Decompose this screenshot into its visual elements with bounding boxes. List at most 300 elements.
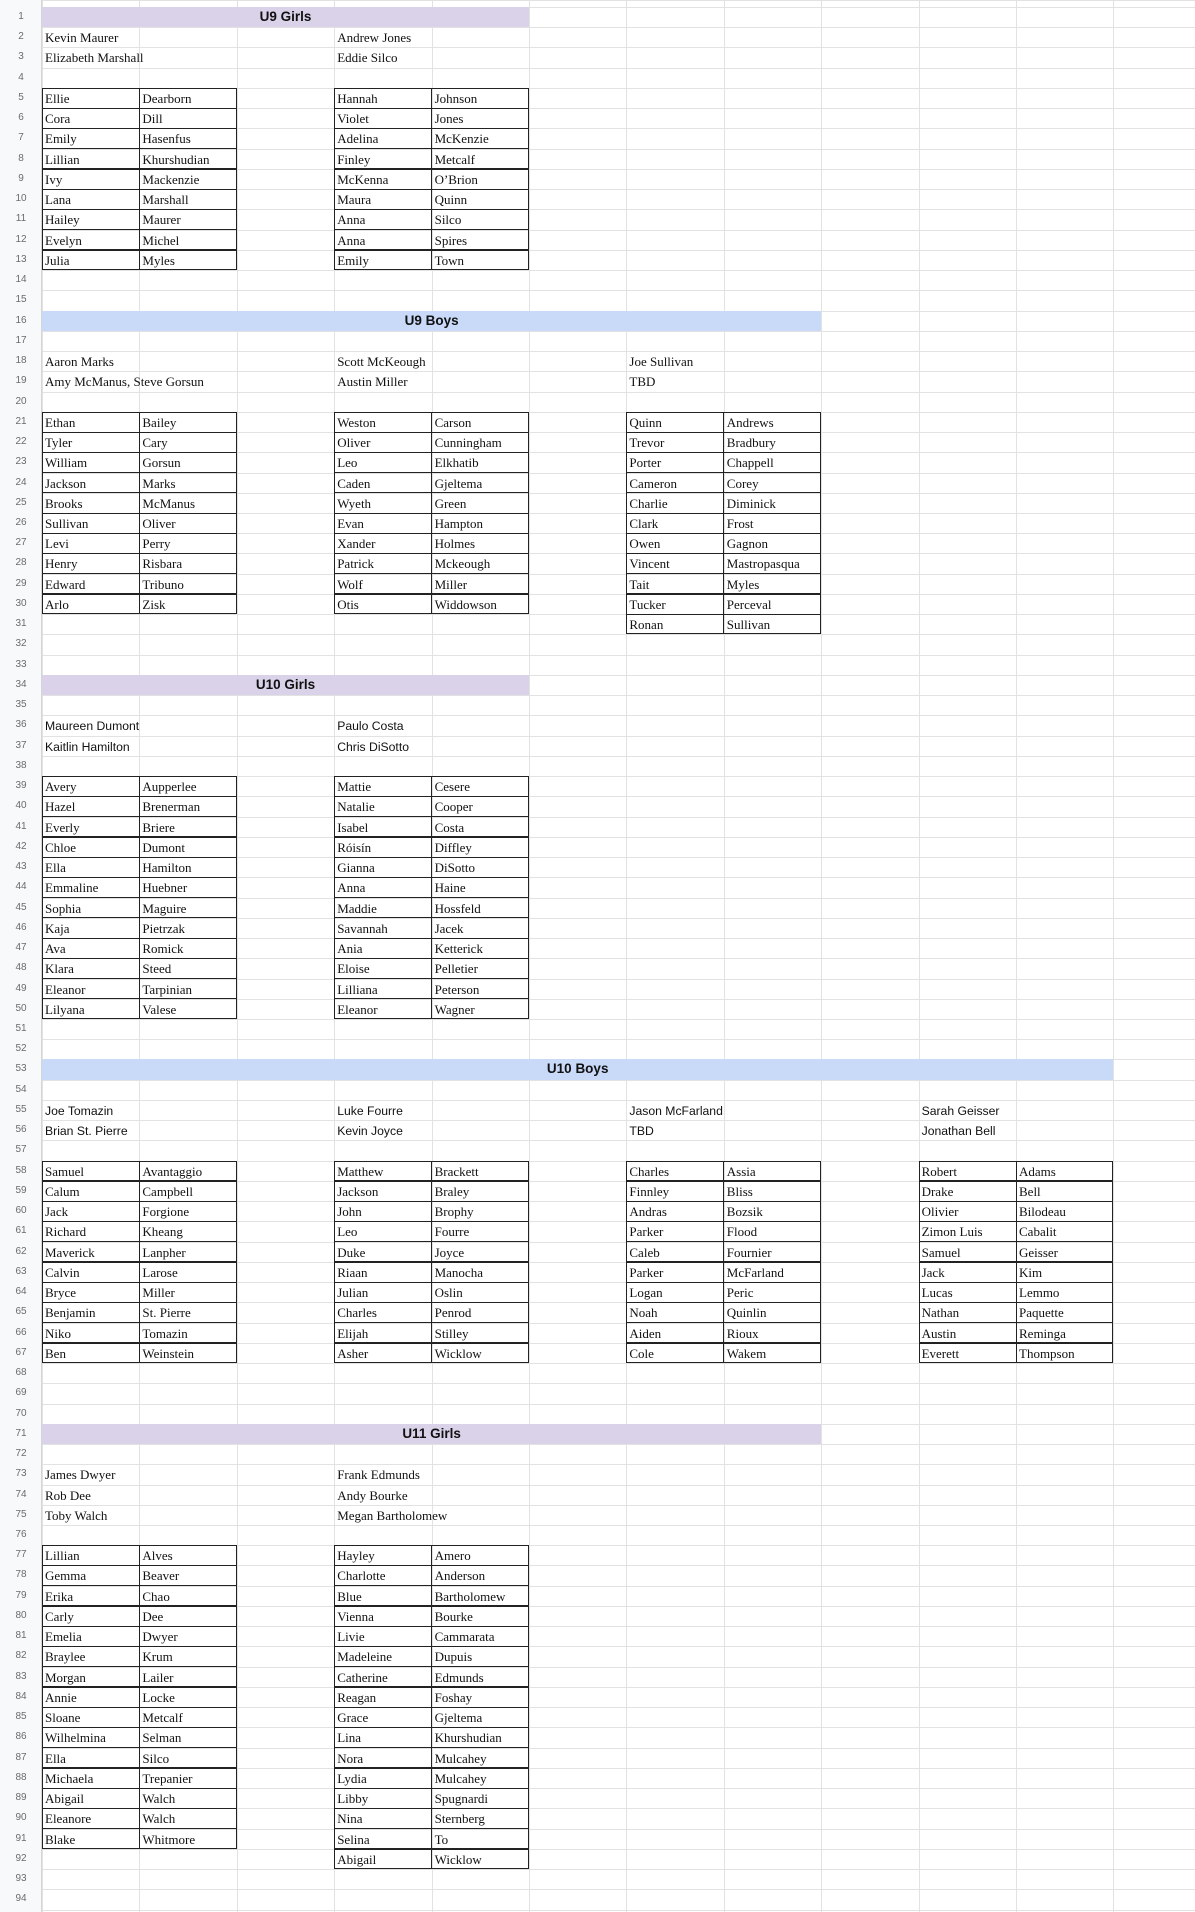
player-first-name[interactable]: Leo [337,1224,358,1240]
row-number[interactable]: 50 [15,1002,27,1014]
player-last-name[interactable]: Briere [142,819,175,835]
player-last-name[interactable]: Manocha [434,1264,483,1280]
player-last-name[interactable]: Mastropasqua [726,556,800,572]
row-number[interactable]: 36 [15,719,27,731]
row-number[interactable]: 82 [15,1650,27,1662]
player-last-name[interactable]: Tomazin [142,1325,188,1341]
player-first-name[interactable]: Parker [629,1264,664,1280]
row-number[interactable]: 29 [15,577,27,589]
player-last-name[interactable]: Anderson [434,1568,486,1584]
row-number[interactable]: 35 [15,699,27,711]
row-number[interactable]: 59 [15,1184,27,1196]
coach-name[interactable]: Paulo Costa [337,719,404,734]
player-first-name[interactable]: Chloe [45,839,77,855]
row-number[interactable]: 15 [15,294,27,306]
player-last-name[interactable]: Sullivan [726,617,771,633]
player-last-name[interactable]: Peric [726,1285,754,1301]
player-last-name[interactable]: Walch [142,1811,176,1827]
player-last-name[interactable]: Michel [142,232,180,248]
player-first-name[interactable]: Niko [45,1325,71,1341]
row-number[interactable]: 63 [15,1265,27,1277]
player-last-name[interactable]: Myles [726,576,760,592]
player-last-name[interactable]: Dupuis [434,1649,473,1665]
player-last-name[interactable]: Spugnardi [434,1791,489,1807]
row-number[interactable]: 91 [15,1832,27,1844]
player-last-name[interactable]: Silco [434,212,462,228]
player-last-name[interactable]: Rioux [726,1325,759,1341]
player-first-name[interactable]: Weston [337,414,376,430]
coach-name[interactable]: Chris DiSotto [337,739,409,754]
player-first-name[interactable]: Ethan [45,414,76,430]
player-last-name[interactable]: Pietrzak [142,920,185,936]
row-number[interactable]: 7 [18,132,24,144]
player-last-name[interactable]: Mulcahey [434,1770,487,1786]
player-first-name[interactable]: Carly [45,1608,74,1624]
player-first-name[interactable]: Wilhelmina [45,1730,106,1746]
player-first-name[interactable]: Hailey [45,212,80,228]
player-first-name[interactable]: Emily [337,252,369,268]
row-number[interactable]: 77 [15,1549,27,1561]
player-first-name[interactable]: Erika [45,1588,74,1604]
player-last-name[interactable]: Marks [142,475,176,491]
player-last-name[interactable]: Haine [434,880,466,896]
player-last-name[interactable]: Dwyer [142,1629,178,1645]
player-first-name[interactable]: Nina [337,1811,363,1827]
player-first-name[interactable]: Calum [45,1183,80,1199]
player-first-name[interactable]: Morgan [45,1669,86,1685]
player-last-name[interactable]: Bradbury [726,435,776,451]
coach-name[interactable]: Eddie Silco [337,50,398,66]
player-last-name[interactable]: Romick [142,941,184,957]
player-last-name[interactable]: Chappell [726,455,774,471]
player-first-name[interactable]: Anna [337,880,366,896]
player-first-name[interactable]: Duke [337,1244,366,1260]
player-last-name[interactable]: Miller [142,1285,175,1301]
row-number[interactable]: 45 [15,901,27,913]
player-last-name[interactable]: Oliver [142,516,176,531]
player-last-name[interactable]: Gjeltema [434,1710,483,1726]
player-last-name[interactable]: O’Brion [434,171,478,187]
coach-name[interactable]: Kevin Maurer [45,30,119,46]
row-number[interactable]: 93 [15,1873,27,1885]
player-first-name[interactable]: Ellie [45,90,70,106]
player-last-name[interactable]: Wicklow [434,1345,482,1361]
player-first-name[interactable]: Abigail [45,1791,84,1807]
player-first-name[interactable]: Lucas [921,1285,953,1301]
player-last-name[interactable]: Fourre [434,1224,470,1240]
player-last-name[interactable]: Reminga [1019,1325,1066,1341]
player-last-name[interactable]: Valese [142,1001,177,1017]
player-first-name[interactable]: Hazel [45,799,76,815]
player-last-name[interactable]: Myles [142,252,175,268]
player-first-name[interactable]: Maverick [45,1244,95,1260]
row-number[interactable]: 28 [15,557,27,569]
player-last-name[interactable]: Krum [142,1649,173,1665]
row-number[interactable]: 42 [15,840,27,852]
row-number[interactable]: 85 [15,1711,27,1723]
coach-name[interactable]: Toby Walch [45,1507,108,1523]
player-last-name[interactable]: Penrod [434,1305,472,1321]
player-last-name[interactable]: Tarpinian [142,981,193,997]
row-number[interactable]: 68 [15,1367,27,1379]
row-number[interactable]: 17 [15,334,27,346]
player-first-name[interactable]: Caleb [629,1244,660,1260]
player-last-name[interactable]: Bourke [434,1608,473,1624]
player-first-name[interactable]: Violet [337,111,369,127]
row-number[interactable]: 76 [15,1529,27,1540]
player-first-name[interactable]: Hannah [337,90,378,106]
player-last-name[interactable]: Dee [142,1608,164,1624]
coach-name[interactable]: Kevin Joyce [337,1124,403,1139]
coach-name[interactable]: Scott McKeough [337,354,426,370]
row-number[interactable]: 12 [15,233,27,245]
row-number[interactable]: 65 [15,1306,27,1318]
player-first-name[interactable]: Mattie [337,779,372,795]
coach-name[interactable]: Kaitlin Hamilton [45,739,130,754]
row-number[interactable]: 6 [18,112,24,124]
player-last-name[interactable]: DiSotto [434,860,476,876]
player-first-name[interactable]: Hayley [337,1548,375,1564]
player-first-name[interactable]: Trevor [629,435,665,451]
player-last-name[interactable]: Geisser [1019,1244,1058,1260]
player-first-name[interactable]: Aiden [629,1325,662,1341]
player-first-name[interactable]: Austin [921,1325,957,1341]
player-first-name[interactable]: Grace [337,1710,369,1726]
player-first-name[interactable]: Xander [337,536,376,552]
player-last-name[interactable]: Widdowson [434,596,497,612]
player-first-name[interactable]: Avery [45,779,77,795]
player-first-name[interactable]: Annie [45,1689,77,1705]
player-first-name[interactable]: Lina [337,1730,362,1746]
player-first-name[interactable]: Klara [45,961,74,977]
row-number[interactable]: 3 [18,51,24,63]
player-last-name[interactable]: Wagner [434,1001,475,1017]
row-number[interactable]: 66 [15,1326,27,1338]
player-first-name[interactable]: Anna [337,232,366,248]
player-last-name[interactable]: Assia [726,1163,756,1179]
player-first-name[interactable]: Ella [45,1750,66,1766]
player-first-name[interactable]: Natalie [337,799,375,815]
player-first-name[interactable]: Brooks [45,495,83,511]
player-last-name[interactable]: Hamilton [142,860,192,876]
row-number[interactable]: 88 [15,1771,27,1783]
player-last-name[interactable]: Mulcahey [434,1750,487,1766]
player-first-name[interactable]: Olivier [921,1204,959,1220]
row-number[interactable]: 33 [15,658,27,670]
player-last-name[interactable]: Wicklow [434,1851,482,1867]
player-last-name[interactable]: Carson [434,414,472,430]
player-first-name[interactable]: Cameron [629,475,678,491]
row-number[interactable]: 70 [15,1407,27,1419]
player-last-name[interactable]: Gjeltema [434,475,483,491]
player-first-name[interactable]: Caden [337,475,371,491]
player-first-name[interactable]: Emily [45,131,77,147]
row-number[interactable]: 47 [15,942,27,954]
coach-name[interactable]: Maureen Dumont [45,719,140,734]
player-last-name[interactable]: Hasenfus [142,131,191,147]
player-last-name[interactable]: Holmes [434,536,476,552]
player-first-name[interactable]: Calvin [45,1264,80,1280]
player-last-name[interactable]: Ketterick [434,941,483,957]
player-last-name[interactable]: McManus [142,495,196,511]
player-first-name[interactable]: Jack [921,1264,945,1280]
player-last-name[interactable]: Lanpher [142,1244,186,1260]
player-last-name[interactable]: To [434,1831,449,1847]
row-number[interactable]: 74 [15,1488,27,1500]
player-last-name[interactable]: Selman [142,1730,182,1746]
player-last-name[interactable]: Quinlin [726,1305,767,1321]
player-first-name[interactable]: Ella [45,860,66,876]
player-first-name[interactable]: Charlie [629,495,668,511]
player-last-name[interactable]: Oslin [434,1285,463,1301]
player-first-name[interactable]: Ania [337,941,363,957]
row-number[interactable]: 92 [15,1852,27,1864]
player-last-name[interactable]: Wakem [726,1345,767,1361]
player-first-name[interactable]: Charles [337,1305,377,1321]
row-number[interactable]: 71 [15,1427,27,1439]
player-last-name[interactable]: Diffley [434,839,472,855]
player-first-name[interactable]: Cora [45,111,71,127]
player-first-name[interactable]: Róisín [337,839,372,855]
row-number[interactable]: 80 [15,1609,27,1621]
player-last-name[interactable]: Brophy [434,1204,474,1220]
coach-name[interactable]: TBD [629,374,656,390]
coach-name[interactable]: Brian St. Pierre [45,1124,128,1139]
player-first-name[interactable]: Abigail [337,1851,377,1867]
row-number[interactable]: 37 [15,739,27,751]
player-last-name[interactable]: Johnson [434,90,478,106]
row-number[interactable]: 72 [15,1448,27,1460]
player-last-name[interactable]: Trepanier [142,1770,193,1786]
row-number[interactable]: 34 [15,678,27,690]
row-number[interactable]: 48 [15,962,27,974]
player-last-name[interactable]: Stilley [434,1325,469,1341]
player-last-name[interactable]: Diminick [726,495,776,511]
row-number[interactable]: 75 [15,1508,27,1520]
player-last-name[interactable]: McFarland [726,1264,784,1280]
player-first-name[interactable]: Bryce [45,1285,77,1301]
coach-name[interactable]: Elizabeth Marshall [45,50,144,66]
player-last-name[interactable]: Weinstein [142,1345,195,1361]
coach-name[interactable]: Frank Edmunds [337,1467,420,1483]
player-first-name[interactable]: Drake [921,1183,954,1199]
player-last-name[interactable]: Perceval [726,596,772,612]
player-last-name[interactable]: Locke [142,1689,175,1705]
player-last-name[interactable]: Larose [142,1264,178,1280]
player-last-name[interactable]: Tribuno [142,576,184,592]
row-number[interactable]: 56 [15,1124,27,1136]
row-number[interactable]: 27 [15,537,27,549]
player-first-name[interactable]: Otis [337,596,359,612]
row-number[interactable]: 32 [15,638,27,650]
player-first-name[interactable]: Wolf [337,576,363,592]
player-last-name[interactable]: Peterson [434,981,480,997]
player-first-name[interactable]: Maura [337,192,372,208]
coach-name[interactable]: Jonathan Bell [921,1124,996,1139]
player-last-name[interactable]: Cabalit [1019,1224,1057,1240]
player-last-name[interactable]: Miller [434,576,468,592]
row-number[interactable]: 43 [15,861,27,873]
player-first-name[interactable]: Finnley [629,1183,670,1199]
player-first-name[interactable]: Blake [45,1831,76,1847]
player-first-name[interactable]: Robert [921,1163,957,1179]
row-number[interactable]: 4 [18,71,24,83]
row-number[interactable]: 60 [15,1205,27,1217]
player-last-name[interactable]: Lailer [142,1669,174,1685]
player-last-name[interactable]: Hampton [434,516,483,531]
player-first-name[interactable]: Levi [45,536,69,552]
player-first-name[interactable]: Vincent [629,556,670,572]
player-first-name[interactable]: Selina [337,1831,370,1847]
row-number[interactable]: 55 [15,1103,27,1115]
player-last-name[interactable]: Kheang [142,1224,183,1240]
coach-name[interactable]: Austin Miller [337,374,408,390]
row-number[interactable]: 9 [18,172,24,184]
player-last-name[interactable]: Gorsun [142,455,181,471]
player-first-name[interactable]: Eloise [337,961,370,977]
player-first-name[interactable]: Samuel [45,1163,84,1179]
player-last-name[interactable]: Sternberg [434,1811,485,1827]
player-last-name[interactable]: Bilodeau [1019,1204,1066,1220]
player-first-name[interactable]: Clark [629,516,659,531]
row-number[interactable]: 94 [15,1893,27,1905]
player-last-name[interactable]: Fournier [726,1244,772,1260]
row-number[interactable]: 84 [15,1690,27,1702]
row-number[interactable]: 46 [15,921,27,933]
row-number[interactable]: 83 [15,1670,27,1682]
player-first-name[interactable]: Nora [337,1750,364,1766]
player-last-name[interactable]: Costa [434,819,465,835]
row-number[interactable]: 10 [15,193,27,205]
coach-name[interactable]: Jason McFarland [629,1103,723,1118]
player-first-name[interactable]: Parker [629,1224,664,1240]
player-last-name[interactable]: Whitmore [142,1831,196,1847]
coach-name[interactable]: Megan Bartholomew [337,1507,448,1523]
player-first-name[interactable]: Lillian [45,1548,80,1564]
coach-name[interactable]: Andrew Jones [337,30,412,46]
player-first-name[interactable]: Gemma [45,1568,87,1584]
coach-name[interactable]: Joe Tomazin [45,1103,114,1118]
player-first-name[interactable]: Tucker [629,596,666,612]
player-first-name[interactable]: Braylee [45,1649,86,1665]
player-first-name[interactable]: Eleanor [337,1001,378,1017]
player-last-name[interactable]: Metcalf [434,151,476,167]
player-last-name[interactable]: Cary [142,435,168,451]
row-number[interactable]: 13 [15,253,27,265]
player-first-name[interactable]: Jackson [45,475,87,491]
player-last-name[interactable]: Cesere [434,779,470,795]
row-number[interactable]: 19 [15,375,27,387]
player-last-name[interactable]: Hossfeld [434,900,481,916]
row-number[interactable]: 86 [15,1731,27,1743]
row-number[interactable]: 58 [15,1164,27,1176]
player-first-name[interactable]: Gianna [337,860,375,876]
player-last-name[interactable]: Dumont [142,839,186,855]
player-last-name[interactable]: Paquette [1019,1305,1064,1321]
coach-name[interactable]: Andy Bourke [337,1487,408,1503]
player-first-name[interactable]: Nathan [921,1305,960,1321]
player-first-name[interactable]: Elijah [337,1325,369,1341]
player-last-name[interactable]: Risbara [142,556,183,572]
player-last-name[interactable]: Maurer [142,212,181,228]
player-last-name[interactable]: Joyce [434,1244,465,1260]
row-number[interactable]: 51 [15,1023,27,1034]
player-first-name[interactable]: Catherine [337,1669,388,1685]
player-first-name[interactable]: Lillian [45,151,80,167]
row-number[interactable]: 18 [15,355,27,367]
row-number[interactable]: 2 [18,31,24,43]
player-last-name[interactable]: Jones [434,111,464,127]
player-first-name[interactable]: Eleanor [45,981,86,997]
player-first-name[interactable]: Benjamin [45,1305,96,1321]
row-number[interactable]: 81 [15,1630,27,1642]
player-first-name[interactable]: Finley [337,151,371,167]
row-number[interactable]: 78 [15,1569,27,1581]
player-first-name[interactable]: Everett [921,1345,960,1361]
player-last-name[interactable]: Brackett [434,1163,479,1179]
coach-name[interactable]: Sarah Geisser [921,1103,1000,1118]
player-first-name[interactable]: John [337,1204,362,1220]
player-last-name[interactable]: Quinn [434,192,468,208]
player-last-name[interactable]: Mackenzie [142,171,200,187]
player-last-name[interactable]: Aupperlee [142,779,197,795]
player-first-name[interactable]: Asher [337,1345,369,1361]
player-last-name[interactable]: Amero [434,1548,471,1564]
player-last-name[interactable]: Metcalf [142,1710,183,1726]
row-number[interactable]: 64 [15,1286,27,1298]
player-last-name[interactable]: McKenzie [434,131,489,147]
row-number[interactable]: 73 [15,1468,27,1480]
player-first-name[interactable]: Matthew [337,1163,384,1179]
player-first-name[interactable]: Logan [629,1285,663,1301]
player-first-name[interactable]: Oliver [337,435,371,451]
player-last-name[interactable]: Brenerman [142,799,201,815]
row-number[interactable]: 30 [15,597,27,609]
row-number[interactable]: 22 [15,436,27,448]
row-number[interactable]: 23 [15,456,27,468]
player-last-name[interactable]: Kim [1019,1264,1043,1280]
player-first-name[interactable]: Julia [45,252,70,268]
player-last-name[interactable]: Frost [726,516,754,531]
player-last-name[interactable]: Corey [726,475,759,491]
player-last-name[interactable]: Adams [1019,1163,1056,1179]
player-last-name[interactable]: Forgione [142,1204,190,1220]
player-first-name[interactable]: Henry [45,556,78,572]
row-number[interactable]: 53 [15,1063,27,1075]
row-number[interactable]: 52 [15,1043,27,1055]
coach-name[interactable]: Aaron Marks [45,354,114,370]
player-last-name[interactable]: Maguire [142,900,187,916]
row-number[interactable]: 16 [15,314,27,326]
player-last-name[interactable]: Cammarata [434,1629,495,1645]
player-first-name[interactable]: Riaan [337,1264,368,1280]
player-first-name[interactable]: Emmaline [45,880,99,896]
player-last-name[interactable]: Bliss [726,1183,753,1199]
player-first-name[interactable]: Vienna [337,1608,374,1624]
row-number[interactable]: 40 [15,800,27,812]
row-number[interactable]: 26 [15,517,27,528]
coach-name[interactable]: TBD [629,1124,654,1139]
player-last-name[interactable]: Khurshudian [142,151,210,167]
player-last-name[interactable]: Foshay [434,1689,473,1705]
player-first-name[interactable]: Savannah [337,920,388,936]
row-number[interactable]: 49 [15,982,27,994]
player-first-name[interactable]: Julian [337,1285,369,1301]
row-number[interactable]: 11 [15,213,27,225]
player-last-name[interactable]: Thompson [1019,1345,1075,1361]
player-first-name[interactable]: Libby [337,1791,369,1807]
player-first-name[interactable]: McKenna [337,171,389,187]
